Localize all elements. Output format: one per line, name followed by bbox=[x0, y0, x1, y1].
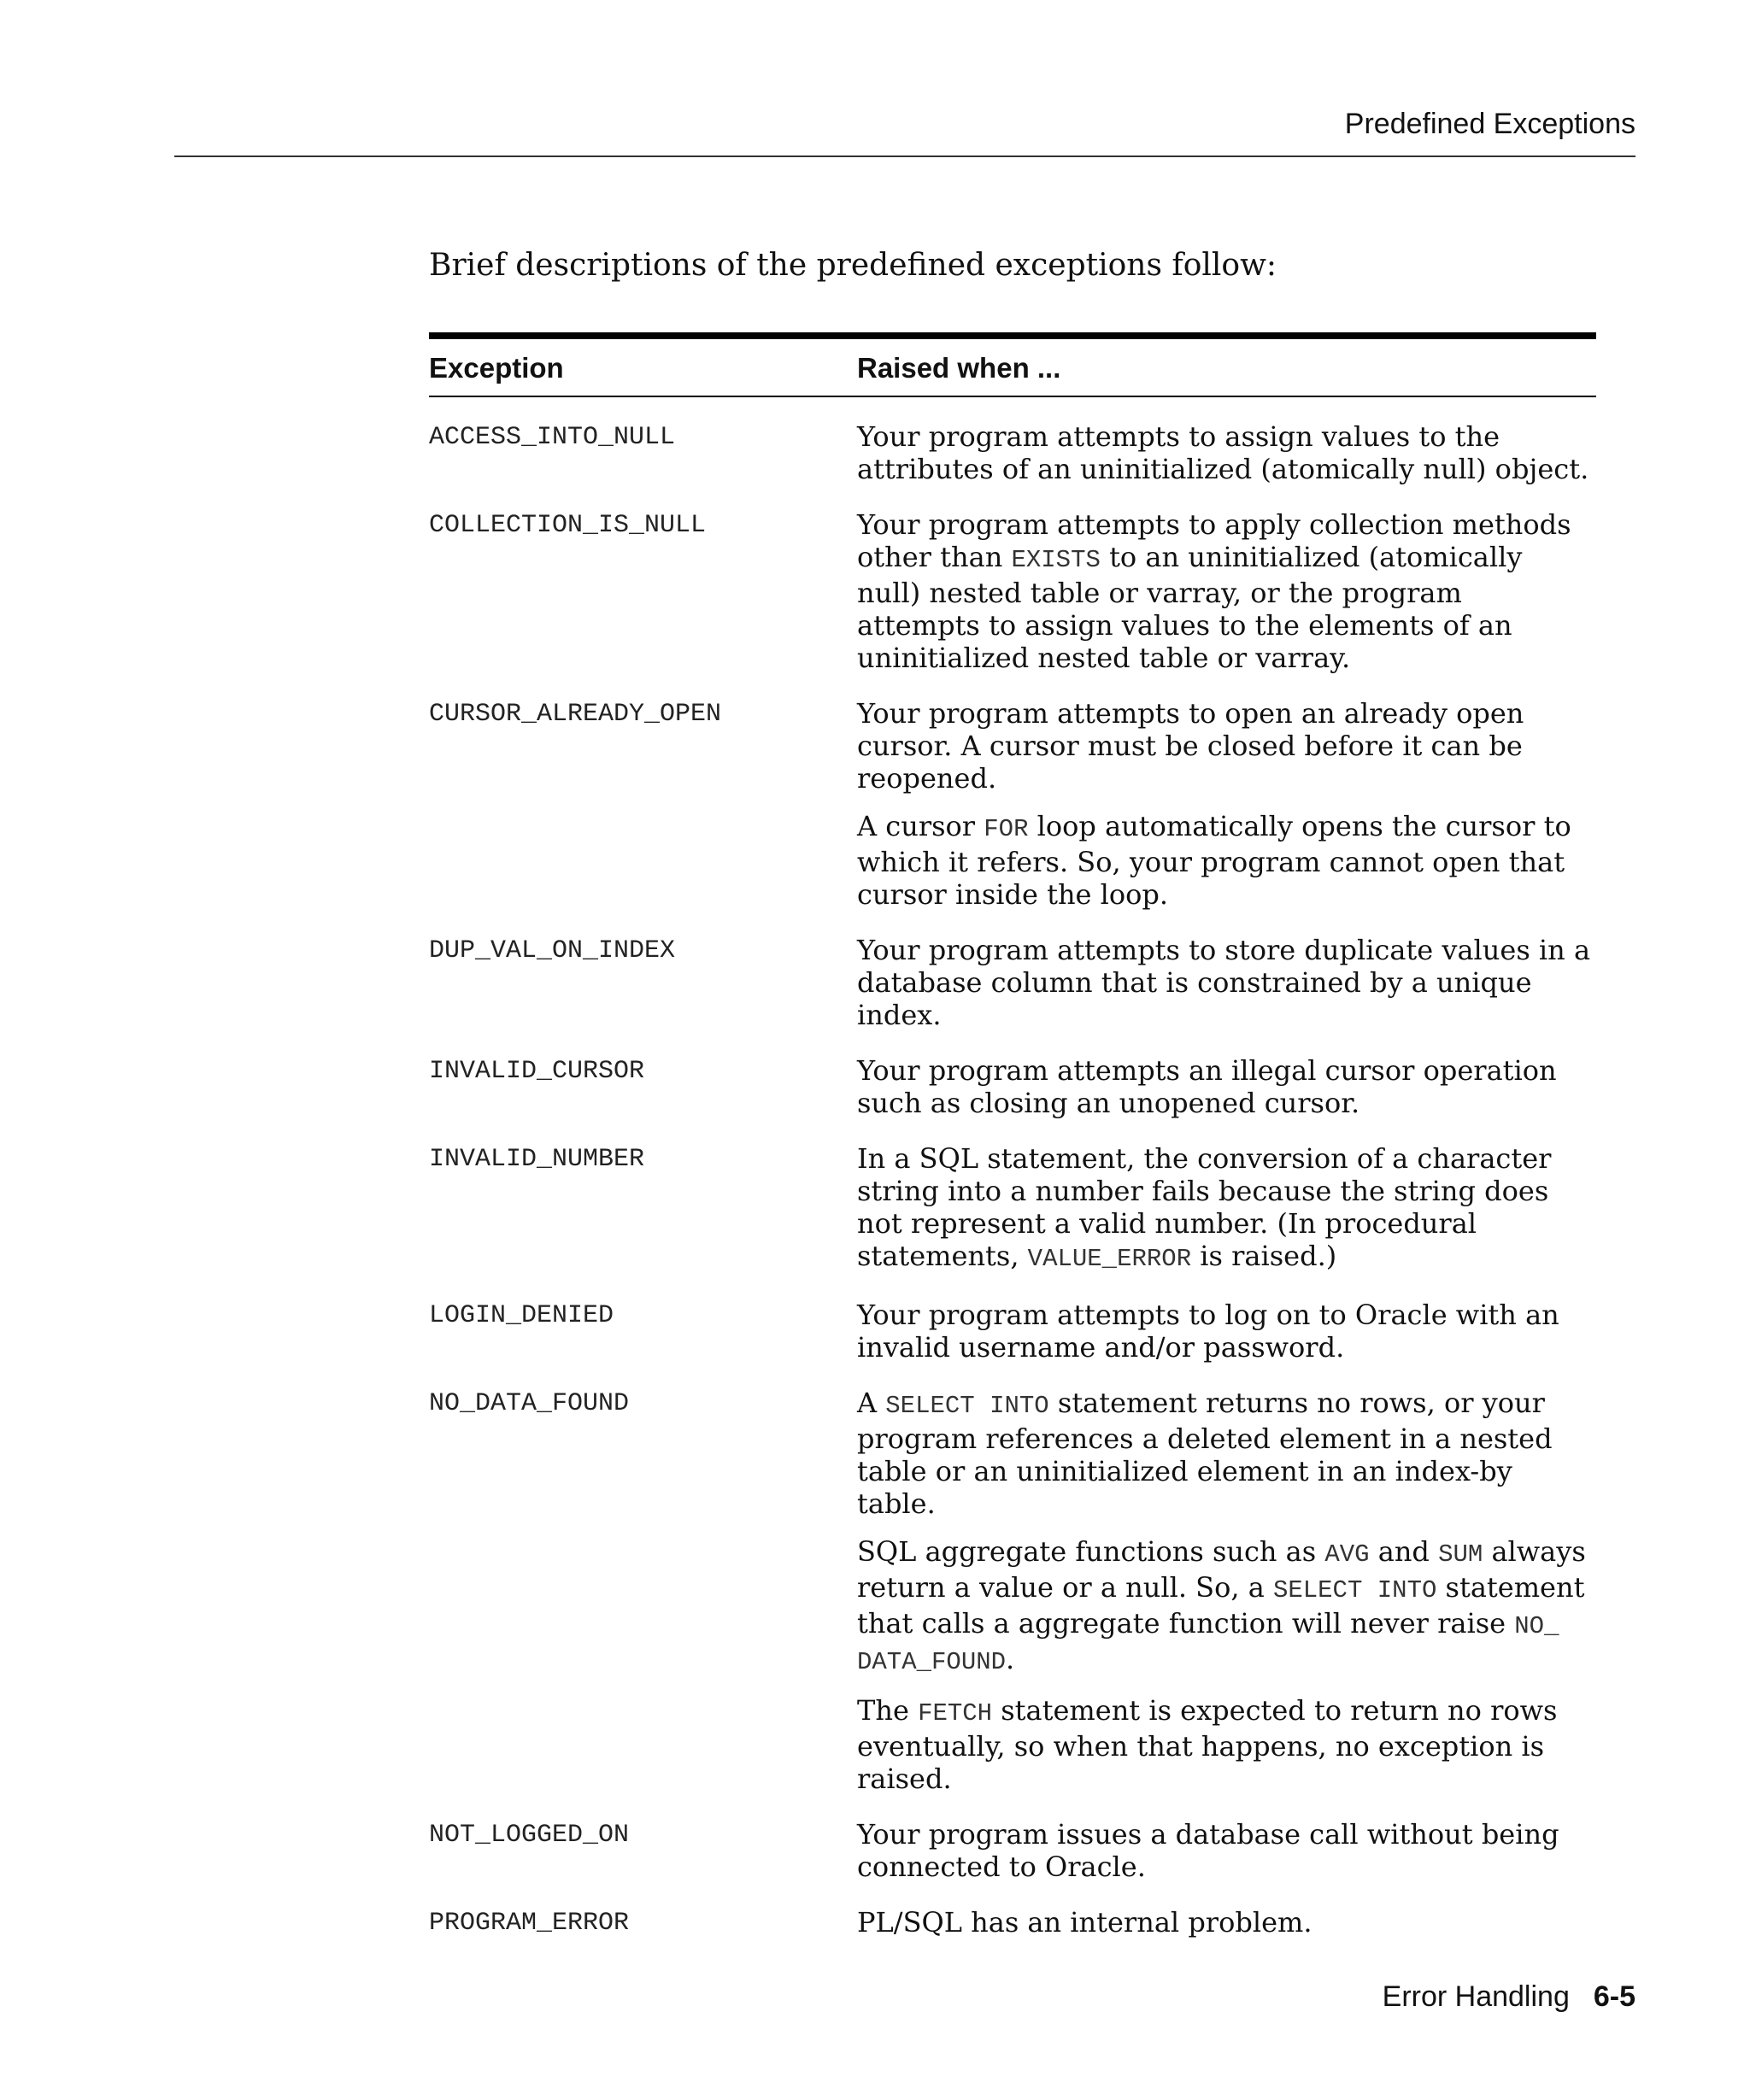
exception-name: NOT_LOGGED_ON bbox=[429, 1821, 630, 1850]
description-paragraph bbox=[857, 1694, 1592, 1795]
exceptions-table bbox=[429, 332, 1596, 1940]
footer-chapter-title: Error Handling bbox=[1382, 1980, 1570, 2013]
description-text: is raised.) bbox=[1191, 1240, 1337, 1272]
description-text: statement that calls a aggregate function will never raise bbox=[857, 1571, 1585, 1640]
code-keyword: NO_ DATA_FOUND bbox=[857, 1612, 1559, 1676]
description-text: Your program attempts to apply collection methods other than bbox=[857, 508, 1571, 573]
description-paragraph bbox=[857, 1818, 1592, 1883]
table-body bbox=[429, 420, 1596, 1940]
description-text: Your program issues a database call without being connected to Oracle. bbox=[857, 1818, 1559, 1883]
description-text: Your program attempts to open an already open cursor. A cursor must be closed before it can be reopened. bbox=[857, 697, 1524, 795]
table-row bbox=[429, 1818, 1596, 1883]
table-row bbox=[429, 1906, 1596, 1940]
column-header-exception: Exception bbox=[429, 352, 564, 384]
description-text: SQL aggregate functions such as bbox=[857, 1535, 1325, 1568]
header-rule bbox=[174, 155, 1635, 157]
table-row bbox=[429, 1142, 1596, 1276]
description-text: always return a value or a null. So, a bbox=[857, 1535, 1586, 1604]
description-text: and bbox=[1369, 1535, 1439, 1568]
exception-name: NO_DATA_FOUND bbox=[429, 1389, 630, 1418]
description-text: PL/SQL has an internal problem. bbox=[857, 1906, 1312, 1939]
exception-name: COLLECTION_IS_NULL bbox=[429, 511, 707, 540]
code-keyword: VALUE_ERROR bbox=[1027, 1245, 1192, 1273]
table-row bbox=[429, 508, 1596, 674]
description-text: A cursor bbox=[857, 810, 984, 842]
column-header-raised-when: Raised when ... bbox=[857, 352, 1061, 384]
exception-name: INVALID_CURSOR bbox=[429, 1057, 645, 1086]
exception-name: LOGIN_DENIED bbox=[429, 1301, 614, 1330]
code-keyword: FOR bbox=[984, 815, 1029, 843]
table-top-rule bbox=[429, 332, 1596, 339]
exception-description bbox=[857, 508, 1592, 674]
intro-text: Brief descriptions of the predefined exceptions follow: bbox=[429, 248, 1277, 283]
code-keyword: FETCH bbox=[918, 1699, 993, 1728]
description-text: The bbox=[857, 1694, 919, 1727]
description-text: statement is expected to return no rows eventually, so when that happens, no exception is raised. bbox=[857, 1694, 1558, 1795]
exception-description bbox=[857, 934, 1592, 1031]
exception-description bbox=[857, 1906, 1592, 1939]
description-paragraph bbox=[857, 697, 1592, 795]
description-text: to an uninitialized (atomically null) nested table or varray, or the program attempts to assign values to the elements of an uninitialized nested table or varray. bbox=[857, 541, 1523, 674]
description-paragraph bbox=[857, 420, 1592, 485]
exception-description bbox=[857, 420, 1592, 485]
description-paragraph bbox=[857, 508, 1592, 674]
exception-name: CURSOR_ALREADY_OPEN bbox=[429, 700, 722, 729]
table-row bbox=[429, 697, 1596, 911]
exception-description bbox=[857, 1818, 1592, 1883]
table-row bbox=[429, 934, 1596, 1031]
description-text: loop automatically opens the cursor to which it refers. So, your program cannot open that cursor inside the loop. bbox=[857, 810, 1571, 911]
description-text: . bbox=[1006, 1643, 1015, 1675]
table-row bbox=[429, 1387, 1596, 1795]
exception-name: PROGRAM_ERROR bbox=[429, 1909, 630, 1938]
running-header-title: Predefined Exceptions bbox=[1344, 108, 1635, 140]
page-footer bbox=[1383, 1980, 1635, 2014]
exception-name: DUP_VAL_ON_INDEX bbox=[429, 936, 676, 965]
table-header-row bbox=[429, 339, 1596, 397]
table-row bbox=[429, 1299, 1596, 1364]
description-paragraph bbox=[857, 1142, 1592, 1276]
description-paragraph bbox=[857, 810, 1592, 911]
description-paragraph bbox=[857, 1054, 1592, 1119]
code-keyword: EXISTS bbox=[1011, 546, 1101, 574]
code-keyword: AVG bbox=[1324, 1540, 1370, 1569]
exception-description bbox=[857, 1142, 1592, 1276]
description-text: Your program attempts to assign values to the attributes of an uninitialized (atomically null) object. bbox=[857, 420, 1589, 485]
description-paragraph bbox=[857, 1906, 1592, 1939]
exception-description bbox=[857, 1299, 1592, 1364]
description-paragraph bbox=[857, 1299, 1592, 1364]
description-text: statement returns no rows, or your program references a deleted element in a nested table or an uninitialized element in an index-by table. bbox=[857, 1387, 1553, 1520]
table-row bbox=[429, 1054, 1596, 1119]
description-text: Your program attempts to log on to Oracle with an invalid username and/or password. bbox=[857, 1299, 1559, 1364]
description-text: Your program attempts to store duplicate values in a database column that is constrained by a unique index. bbox=[857, 934, 1591, 1031]
description-paragraph bbox=[857, 1387, 1592, 1520]
code-keyword: SUM bbox=[1438, 1540, 1483, 1569]
exception-description bbox=[857, 1387, 1592, 1795]
page-number: 6-5 bbox=[1593, 1980, 1635, 2013]
exception-description bbox=[857, 1054, 1592, 1119]
code-keyword: SELECT INTO bbox=[885, 1392, 1049, 1420]
description-text: Your program attempts an illegal cursor operation such as closing an unopened cursor. bbox=[857, 1054, 1557, 1119]
exception-name: ACCESS_INTO_NULL bbox=[429, 423, 676, 452]
description-paragraph bbox=[857, 1535, 1592, 1679]
exception-description bbox=[857, 697, 1592, 911]
description-text: In a SQL statement, the conversion of a character string into a number fails because the string does not represent a valid number. (In procedural statements, bbox=[857, 1142, 1552, 1272]
exception-name: INVALID_NUMBER bbox=[429, 1145, 645, 1174]
code-keyword: SELECT INTO bbox=[1272, 1576, 1437, 1604]
description-text: A bbox=[857, 1387, 886, 1419]
description-paragraph bbox=[857, 934, 1592, 1031]
table-row bbox=[429, 420, 1596, 485]
